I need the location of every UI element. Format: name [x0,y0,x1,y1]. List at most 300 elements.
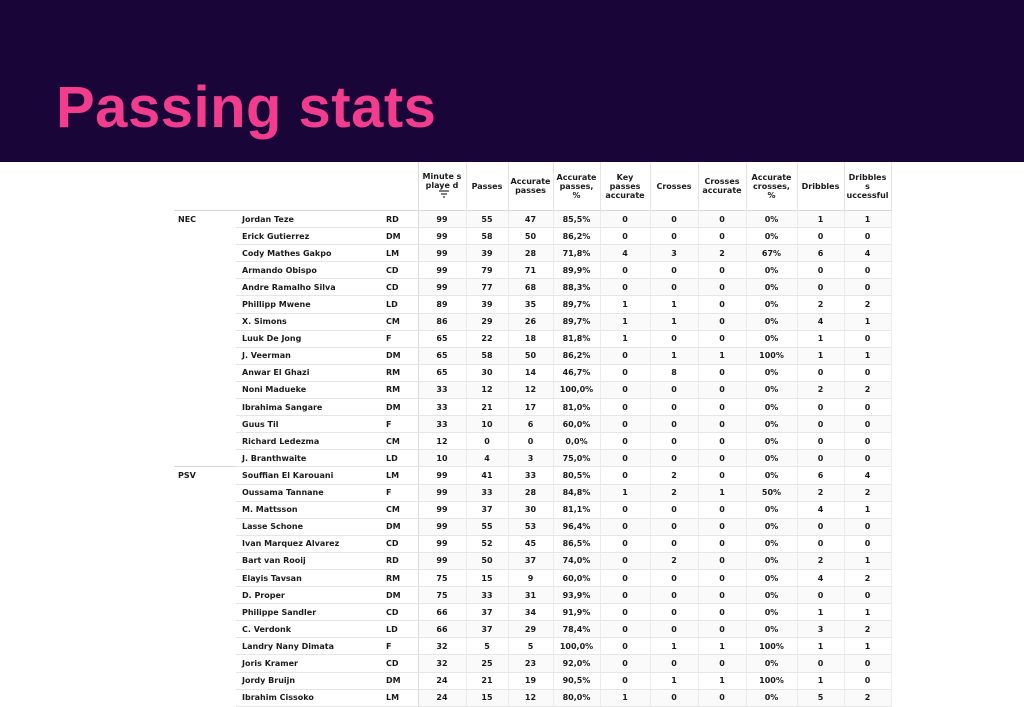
stat-cell: 24 [418,672,466,689]
table-row [174,313,891,330]
stat-cell: 0% [746,364,797,381]
team-cell [174,501,236,518]
stat-cell: 0 [600,364,650,381]
stat-cell: 0 [600,638,650,655]
stat-cell: 0 [698,450,746,467]
stat-cell: 12 [508,689,553,706]
stat-cell: 66 [418,604,466,621]
player-position: CD [380,262,418,279]
stat-cell: 0 [698,569,746,586]
table-row [174,689,891,706]
stat-cell: 0 [600,518,650,535]
table-row [174,552,891,569]
stat-cell: 6 [797,245,844,262]
player-position: CM [380,501,418,518]
stat-cell: 0% [746,313,797,330]
player-name: Jordy Bruijn [236,672,380,689]
stat-cell: 75,0% [553,450,600,467]
stat-cell: 75 [418,587,466,604]
team-cell [174,279,236,296]
stat-cell: 2 [797,381,844,398]
stat-cell: 0 [650,621,698,638]
player-name: Armando Obispo [236,262,380,279]
stat-cell: 3 [508,450,553,467]
stat-cell: 75 [418,569,466,586]
stat-cell: 0 [844,587,891,604]
stat-cell: 21 [466,399,508,416]
stat-cell: 12 [508,381,553,398]
stat-cell: 0 [698,535,746,552]
team-header [174,162,236,211]
stat-cell: 53 [508,518,553,535]
stat-cell: 1 [698,347,746,364]
stat-cell: 0 [844,228,891,245]
player-name: Andre Ramalho Silva [236,279,380,296]
stat-cell: 0 [844,535,891,552]
table-row [174,467,891,484]
team-cell [174,689,236,706]
stat-cell: 12 [466,381,508,398]
stat-cell: 5 [466,638,508,655]
stat-cell: 0 [650,330,698,347]
stat-cell: 3 [797,621,844,638]
stat-cell: 15 [466,689,508,706]
player-position: LM [380,689,418,706]
player-name: Philippe Sandler [236,604,380,621]
stat-cell: 2 [844,689,891,706]
stat-cell: 0 [797,279,844,296]
stat-cell: 99 [418,552,466,569]
stat-cell: 4 [797,569,844,586]
player-name: Landry Nany Dimata [236,638,380,655]
stat-cell: 1 [650,313,698,330]
stat-cell: 0% [746,433,797,450]
team-cell [174,347,236,364]
stat-cell: 0 [698,364,746,381]
stat-cell: 1 [797,330,844,347]
stat-cell: 81,8% [553,330,600,347]
stat-cell: 89 [418,296,466,313]
stat-cell: 1 [844,552,891,569]
stat-cell: 33 [418,399,466,416]
stat-cell: 12 [418,433,466,450]
player-name: M. Mattsson [236,501,380,518]
stat-cell: 0 [844,672,891,689]
header-key-passes-accurate[interactable]: Key passes accurate [600,162,650,211]
stat-cell: 0 [797,228,844,245]
player-name: Phillipp Mwene [236,296,380,313]
team-cell [174,672,236,689]
player-name: Ibrahim Cissoko [236,689,380,706]
player-name: Cody Mathes Gakpo [236,245,380,262]
stat-cell: 1 [650,347,698,364]
stat-cell: 2 [650,484,698,501]
stat-cell: 71,8% [553,245,600,262]
stat-cell: 0 [797,518,844,535]
stat-cell: 0 [650,450,698,467]
stat-cell: 74,0% [553,552,600,569]
stat-cell: 0% [746,621,797,638]
stat-cell: 0 [650,689,698,706]
stat-cell: 45 [508,535,553,552]
table-row [174,228,891,245]
stat-cell: 0 [698,501,746,518]
stat-cell: 6 [508,416,553,433]
stat-cell: 99 [418,467,466,484]
stat-cell: 2 [844,484,891,501]
stat-cell: 0 [844,518,891,535]
header-minutes-played[interactable] [418,162,466,211]
stat-cell: 2 [650,467,698,484]
player-position: CD [380,535,418,552]
stat-cell: 25 [466,655,508,672]
stat-cell: 0% [746,655,797,672]
stat-cell: 37 [508,552,553,569]
stat-cell: 1 [844,604,891,621]
stat-cell: 32 [418,638,466,655]
stat-cell: 30 [466,364,508,381]
table-row [174,621,891,638]
table-row [174,655,891,672]
player-position: RM [380,364,418,381]
stat-cell: 0 [698,518,746,535]
player-name: Oussama Tannane [236,484,380,501]
player-name: J. Branthwaite [236,450,380,467]
table-row [174,262,891,279]
stat-cell: 60,0% [553,569,600,586]
stat-cell: 0 [650,279,698,296]
table-row [174,535,891,552]
stat-cell: 0 [797,587,844,604]
stat-cell: 39 [466,245,508,262]
stat-cell: 89,7% [553,313,600,330]
team-cell [174,381,236,398]
stat-cell: 4 [797,501,844,518]
team-cell [174,638,236,655]
stat-cell: 65 [418,330,466,347]
stat-cell: 1 [797,211,844,228]
player-position: F [380,330,418,347]
player-name: Elayis Tavsan [236,569,380,586]
stat-cell: 60,0% [553,416,600,433]
player-name: Erick Gutierrez [236,228,380,245]
stat-cell: 35 [508,296,553,313]
stat-cell: 0 [600,279,650,296]
stat-cell: 0 [698,296,746,313]
stat-cell: 0 [600,416,650,433]
stat-cell: 0% [746,587,797,604]
player-name: J. Veerman [236,347,380,364]
stat-cell: 0 [698,621,746,638]
stat-cell: 0 [508,433,553,450]
stat-cell: 0 [650,211,698,228]
stat-cell: 33 [508,467,553,484]
table-row [174,518,891,535]
team-cell [174,535,236,552]
stat-cell: 4 [600,245,650,262]
player-name: Jordan Teze [236,211,380,228]
stat-cell: 1 [844,211,891,228]
stat-cell: 0 [797,535,844,552]
stat-cell: 17 [508,399,553,416]
stat-cell: 77 [466,279,508,296]
player-name: Souffian El Karouani [236,467,380,484]
stat-cell: 55 [466,518,508,535]
table-row [174,638,891,655]
stat-cell: 28 [508,484,553,501]
header-dribbles-successful[interactable]: Dribbles s uccessful [844,162,891,211]
stat-cell: 0 [650,587,698,604]
table-row [174,399,891,416]
stat-cell: 0 [650,501,698,518]
stat-cell: 8 [650,364,698,381]
header-label: Minute s playe d [422,172,462,190]
stat-cell: 1 [844,313,891,330]
stat-cell: 0 [600,501,650,518]
stat-cell: 66 [418,621,466,638]
header-crosses-accurate[interactable]: Crosses accurate [698,162,746,211]
sort-descending-icon[interactable] [439,190,449,200]
stat-cell: 1 [600,313,650,330]
player-name: Noni Madueke [236,381,380,398]
stat-cell: 46,7% [553,364,600,381]
stat-cell: 0 [844,399,891,416]
stat-cell: 0 [600,655,650,672]
player-position: DM [380,228,418,245]
team-cell [174,450,236,467]
stat-cell: 55 [466,211,508,228]
header-dribbles[interactable]: Dribbles [797,162,844,211]
stat-cell: 2 [844,296,891,313]
stat-cell: 93,9% [553,587,600,604]
passing-stats-table [174,162,892,707]
table-row [174,279,891,296]
player-position: RD [380,211,418,228]
player-name: X. Simons [236,313,380,330]
stat-cell: 78,4% [553,621,600,638]
stat-cell: 33 [418,381,466,398]
stat-cell: 0 [600,535,650,552]
stat-cell: 1 [797,347,844,364]
team-cell [174,416,236,433]
stat-cell: 0 [797,655,844,672]
stat-cell: 0% [746,518,797,535]
player-position: F [380,484,418,501]
stat-cell: 0 [698,381,746,398]
stat-cell: 1 [797,604,844,621]
header-accurate-passes[interactable]: Accurate passes [508,162,553,211]
stat-cell: 0% [746,211,797,228]
player-position: CM [380,433,418,450]
stat-cell: 0% [746,450,797,467]
player-position: LM [380,245,418,262]
stat-cell: 0 [466,433,508,450]
stat-cell: 65 [418,347,466,364]
table-row [174,450,891,467]
team-cell [174,484,236,501]
table-row [174,245,891,262]
stat-cell: 50 [466,552,508,569]
table-row [174,587,891,604]
stat-cell: 0% [746,501,797,518]
stat-cell: 1 [650,638,698,655]
stat-cell: 0% [746,228,797,245]
stat-cell: 0% [746,399,797,416]
stat-cell: 3 [650,245,698,262]
stat-cell: 1 [600,330,650,347]
stat-cell: 0 [797,416,844,433]
player-position: CD [380,279,418,296]
header-accurate-crosses-pct[interactable]: Accurate crosses, % [746,162,797,211]
stat-cell: 99 [418,535,466,552]
stat-cell: 2 [844,621,891,638]
stat-cell: 15 [466,569,508,586]
player-position: CD [380,655,418,672]
stat-cell: 21 [466,672,508,689]
stat-cell: 1 [698,638,746,655]
stat-cell: 0 [650,416,698,433]
stat-cell: 0 [698,689,746,706]
stat-cell: 0 [698,604,746,621]
stat-cell: 0 [698,433,746,450]
stat-cell: 52 [466,535,508,552]
team-cell [174,604,236,621]
team-cell [174,228,236,245]
stat-cell: 1 [844,347,891,364]
stat-cell: 0 [698,416,746,433]
stat-cell: 0% [746,569,797,586]
team-cell [174,313,236,330]
player-position: F [380,416,418,433]
table-body [174,211,891,707]
stat-cell: 0% [746,416,797,433]
stat-cell: 0% [746,381,797,398]
stat-cell: 0,0% [553,433,600,450]
stat-cell: 0 [650,535,698,552]
stat-cell: 99 [418,262,466,279]
player-name: Ibrahima Sangare [236,399,380,416]
stat-cell: 1 [600,296,650,313]
team-cell [174,518,236,535]
stat-cell: 5 [797,689,844,706]
stat-cell: 1 [844,501,891,518]
team-cell [174,569,236,586]
stat-cell: 0 [600,433,650,450]
stat-cell: 29 [466,313,508,330]
header-passes[interactable]: Passes [466,162,508,211]
stat-cell: 68 [508,279,553,296]
stat-cell: 80,0% [553,689,600,706]
stat-cell: 50 [508,347,553,364]
stat-cell: 89,9% [553,262,600,279]
stat-cell: 0 [844,416,891,433]
team-name: PSV [174,467,236,484]
stat-cell: 80,5% [553,467,600,484]
stat-cell: 2 [797,296,844,313]
stat-cell: 2 [797,552,844,569]
stat-cell: 1 [650,672,698,689]
stat-cell: 1 [797,672,844,689]
stat-cell: 37 [466,501,508,518]
stat-cell: 0 [650,433,698,450]
stat-cell: 1 [844,638,891,655]
stat-cell: 0 [698,587,746,604]
stat-cell: 0 [698,330,746,347]
player-name: Richard Ledezma [236,433,380,450]
player-position: DM [380,399,418,416]
stat-cell: 10 [418,450,466,467]
stat-cell: 10 [466,416,508,433]
stat-cell: 99 [418,518,466,535]
table-row [174,484,891,501]
stat-cell: 2 [844,569,891,586]
stat-cell: 0 [844,655,891,672]
stat-cell: 0 [600,569,650,586]
player-position: LD [380,621,418,638]
player-position: CM [380,313,418,330]
stat-cell: 0% [746,689,797,706]
stat-cell: 14 [508,364,553,381]
stat-cell: 86 [418,313,466,330]
player-name: Guus Til [236,416,380,433]
stat-cell: 47 [508,211,553,228]
stat-cell: 0 [650,655,698,672]
stat-cell: 0 [797,399,844,416]
table-row [174,296,891,313]
table-row [174,433,891,450]
stat-cell: 0 [600,211,650,228]
stat-cell: 100% [746,672,797,689]
stat-cell: 0 [797,364,844,381]
stat-cell: 86,2% [553,347,600,364]
stat-cell: 9 [508,569,553,586]
stat-cell: 0 [698,399,746,416]
player-header [236,162,380,211]
stat-cell: 1 [698,484,746,501]
stat-cell: 0% [746,552,797,569]
stat-cell: 0 [600,450,650,467]
player-position: RM [380,381,418,398]
team-cell [174,330,236,347]
stat-cell: 100,0% [553,381,600,398]
stat-cell: 0 [698,655,746,672]
stat-cell: 0% [746,604,797,621]
stat-cell: 88,3% [553,279,600,296]
stat-cell: 2 [698,245,746,262]
stat-cell: 0 [844,433,891,450]
stat-cell: 0 [844,262,891,279]
team-cell [174,655,236,672]
stat-cell: 58 [466,228,508,245]
stat-cell: 4 [797,313,844,330]
stat-cell: 81,1% [553,501,600,518]
header-banner [0,0,1024,162]
stat-cell: 1 [600,484,650,501]
header-crosses[interactable]: Crosses [650,162,698,211]
stat-cell: 0 [698,313,746,330]
player-name: Anwar El Ghazi [236,364,380,381]
stat-cell: 0 [600,262,650,279]
stat-cell: 37 [466,604,508,621]
stat-cell: 84,8% [553,484,600,501]
stat-cell: 100% [746,638,797,655]
player-position: LD [380,296,418,313]
table-row [174,416,891,433]
header-accurate-passes-pct[interactable]: Accurate passes, % [553,162,600,211]
stat-cell: 0 [698,211,746,228]
team-cell [174,245,236,262]
stat-cell: 0% [746,262,797,279]
